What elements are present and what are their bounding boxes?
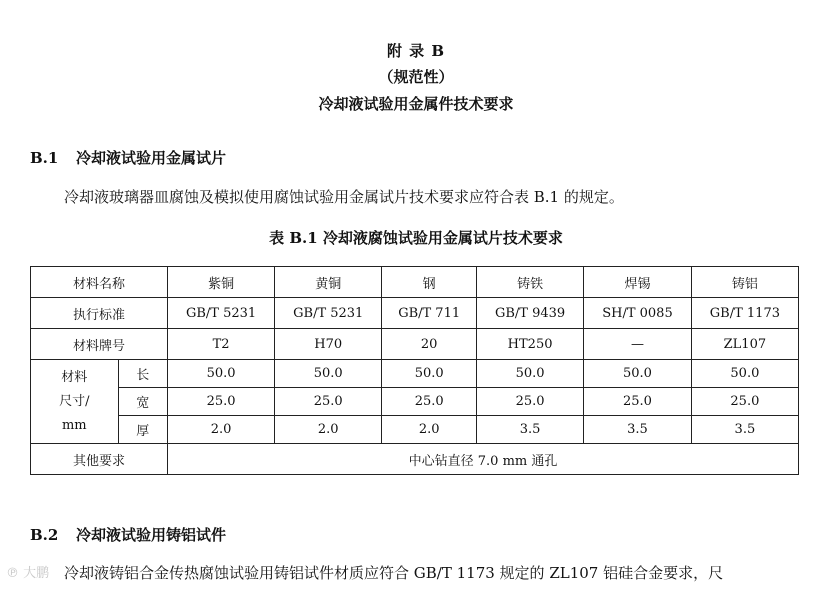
dimension-label-cell: 厚	[118, 416, 167, 444]
size-label-line: 尺寸/	[59, 393, 90, 409]
table-row-materials	[31, 267, 799, 298]
dimension-cell: 50.0	[275, 360, 382, 388]
dimension-cell: 3.5	[477, 416, 584, 444]
grade-label-cell: 材料牌号	[31, 329, 168, 360]
material-cell: 黄铜	[275, 267, 382, 298]
dimension-cell: 2.0	[382, 416, 477, 444]
watermark: ℗ 大鹏	[6, 566, 50, 581]
dimension-cell: 3.5	[584, 416, 692, 444]
dimension-cell: 2.0	[275, 416, 382, 444]
dimension-cell: 3.5	[691, 416, 798, 444]
dimension-cell: 25.0	[477, 388, 584, 416]
dimension-cell: 50.0	[168, 360, 275, 388]
appendix-title: 附 录 B	[386, 42, 446, 60]
dimension-cell: 50.0	[477, 360, 584, 388]
table-row-width	[31, 388, 799, 416]
dimension-cell: 25.0	[275, 388, 382, 416]
material-cell: 铸铁	[477, 267, 584, 298]
other-label-cell: 其他要求	[31, 444, 168, 475]
section-title: 冷却液试验用金属试片	[76, 149, 227, 167]
dimension-cell: 25.0	[691, 388, 798, 416]
standard-cell: GB/T 1173	[691, 298, 798, 329]
standard-cell: SH/T 0085	[584, 298, 692, 329]
dimension-cell: 25.0	[168, 388, 275, 416]
table-row-grades	[31, 329, 799, 360]
standard-label-cell: 执行标准	[31, 298, 168, 329]
dimension-cell: 50.0	[382, 360, 477, 388]
grade-cell: T2	[168, 329, 275, 360]
material-cell: 焊锡	[584, 267, 692, 298]
size-label-line: 材料	[61, 369, 88, 385]
dimension-cell: 25.0	[382, 388, 477, 416]
material-cell: 钢	[382, 267, 477, 298]
material-cell: 紫铜	[168, 267, 275, 298]
section-b2-heading	[30, 524, 226, 545]
table-row-other	[31, 444, 799, 475]
section-title: 冷却液试验用铸铝试件	[76, 526, 227, 544]
section-b2-paragraph: 冷却液铸铝合金传热腐蚀试验用铸铝试件材质应符合 GB/T 1173 规定的 ZL107 铝硅合金要求，尺	[64, 564, 724, 582]
size-label-cell	[31, 360, 119, 444]
dimension-cell: 25.0	[584, 388, 692, 416]
table-row-standards	[31, 298, 799, 329]
dimension-cell: 2.0	[168, 416, 275, 444]
dimension-cell: 50.0	[691, 360, 798, 388]
section-b1-heading	[30, 147, 226, 168]
dimension-label-cell: 宽	[118, 388, 167, 416]
standard-cell: GB/T 711	[382, 298, 477, 329]
grade-cell: —	[584, 329, 692, 360]
standard-cell: GB/T 9439	[477, 298, 584, 329]
header-label-cell: 材料名称	[31, 267, 168, 298]
section-number: B.2	[30, 526, 59, 544]
grade-cell: ZL107	[691, 329, 798, 360]
dimension-cell: 50.0	[584, 360, 692, 388]
table-row-thickness	[31, 416, 799, 444]
dimension-label-cell: 长	[118, 360, 167, 388]
standard-cell: GB/T 5231	[275, 298, 382, 329]
table-row-length	[31, 360, 799, 388]
material-cell: 铸铝	[691, 267, 798, 298]
table-caption: 表 B.1 冷却液腐蚀试验用金属试片技术要求	[269, 229, 563, 247]
size-label-line: mm	[61, 417, 87, 433]
grade-cell: H70	[275, 329, 382, 360]
spec-table	[30, 266, 799, 475]
standard-cell: GB/T 5231	[168, 298, 275, 329]
appendix-type: （规范性）	[378, 68, 454, 86]
appendix-subject: 冷却液试验用金属件技术要求	[318, 95, 514, 113]
other-value-cell: 中心钻直径 7.0 mm 通孔	[168, 444, 799, 475]
grade-cell: HT250	[477, 329, 584, 360]
section-b1-paragraph: 冷却液玻璃器皿腐蚀及模拟使用腐蚀试验用金属试片技术要求应符合表 B.1 的规定。	[64, 188, 624, 206]
grade-cell: 20	[382, 329, 477, 360]
section-number: B.1	[30, 149, 59, 167]
